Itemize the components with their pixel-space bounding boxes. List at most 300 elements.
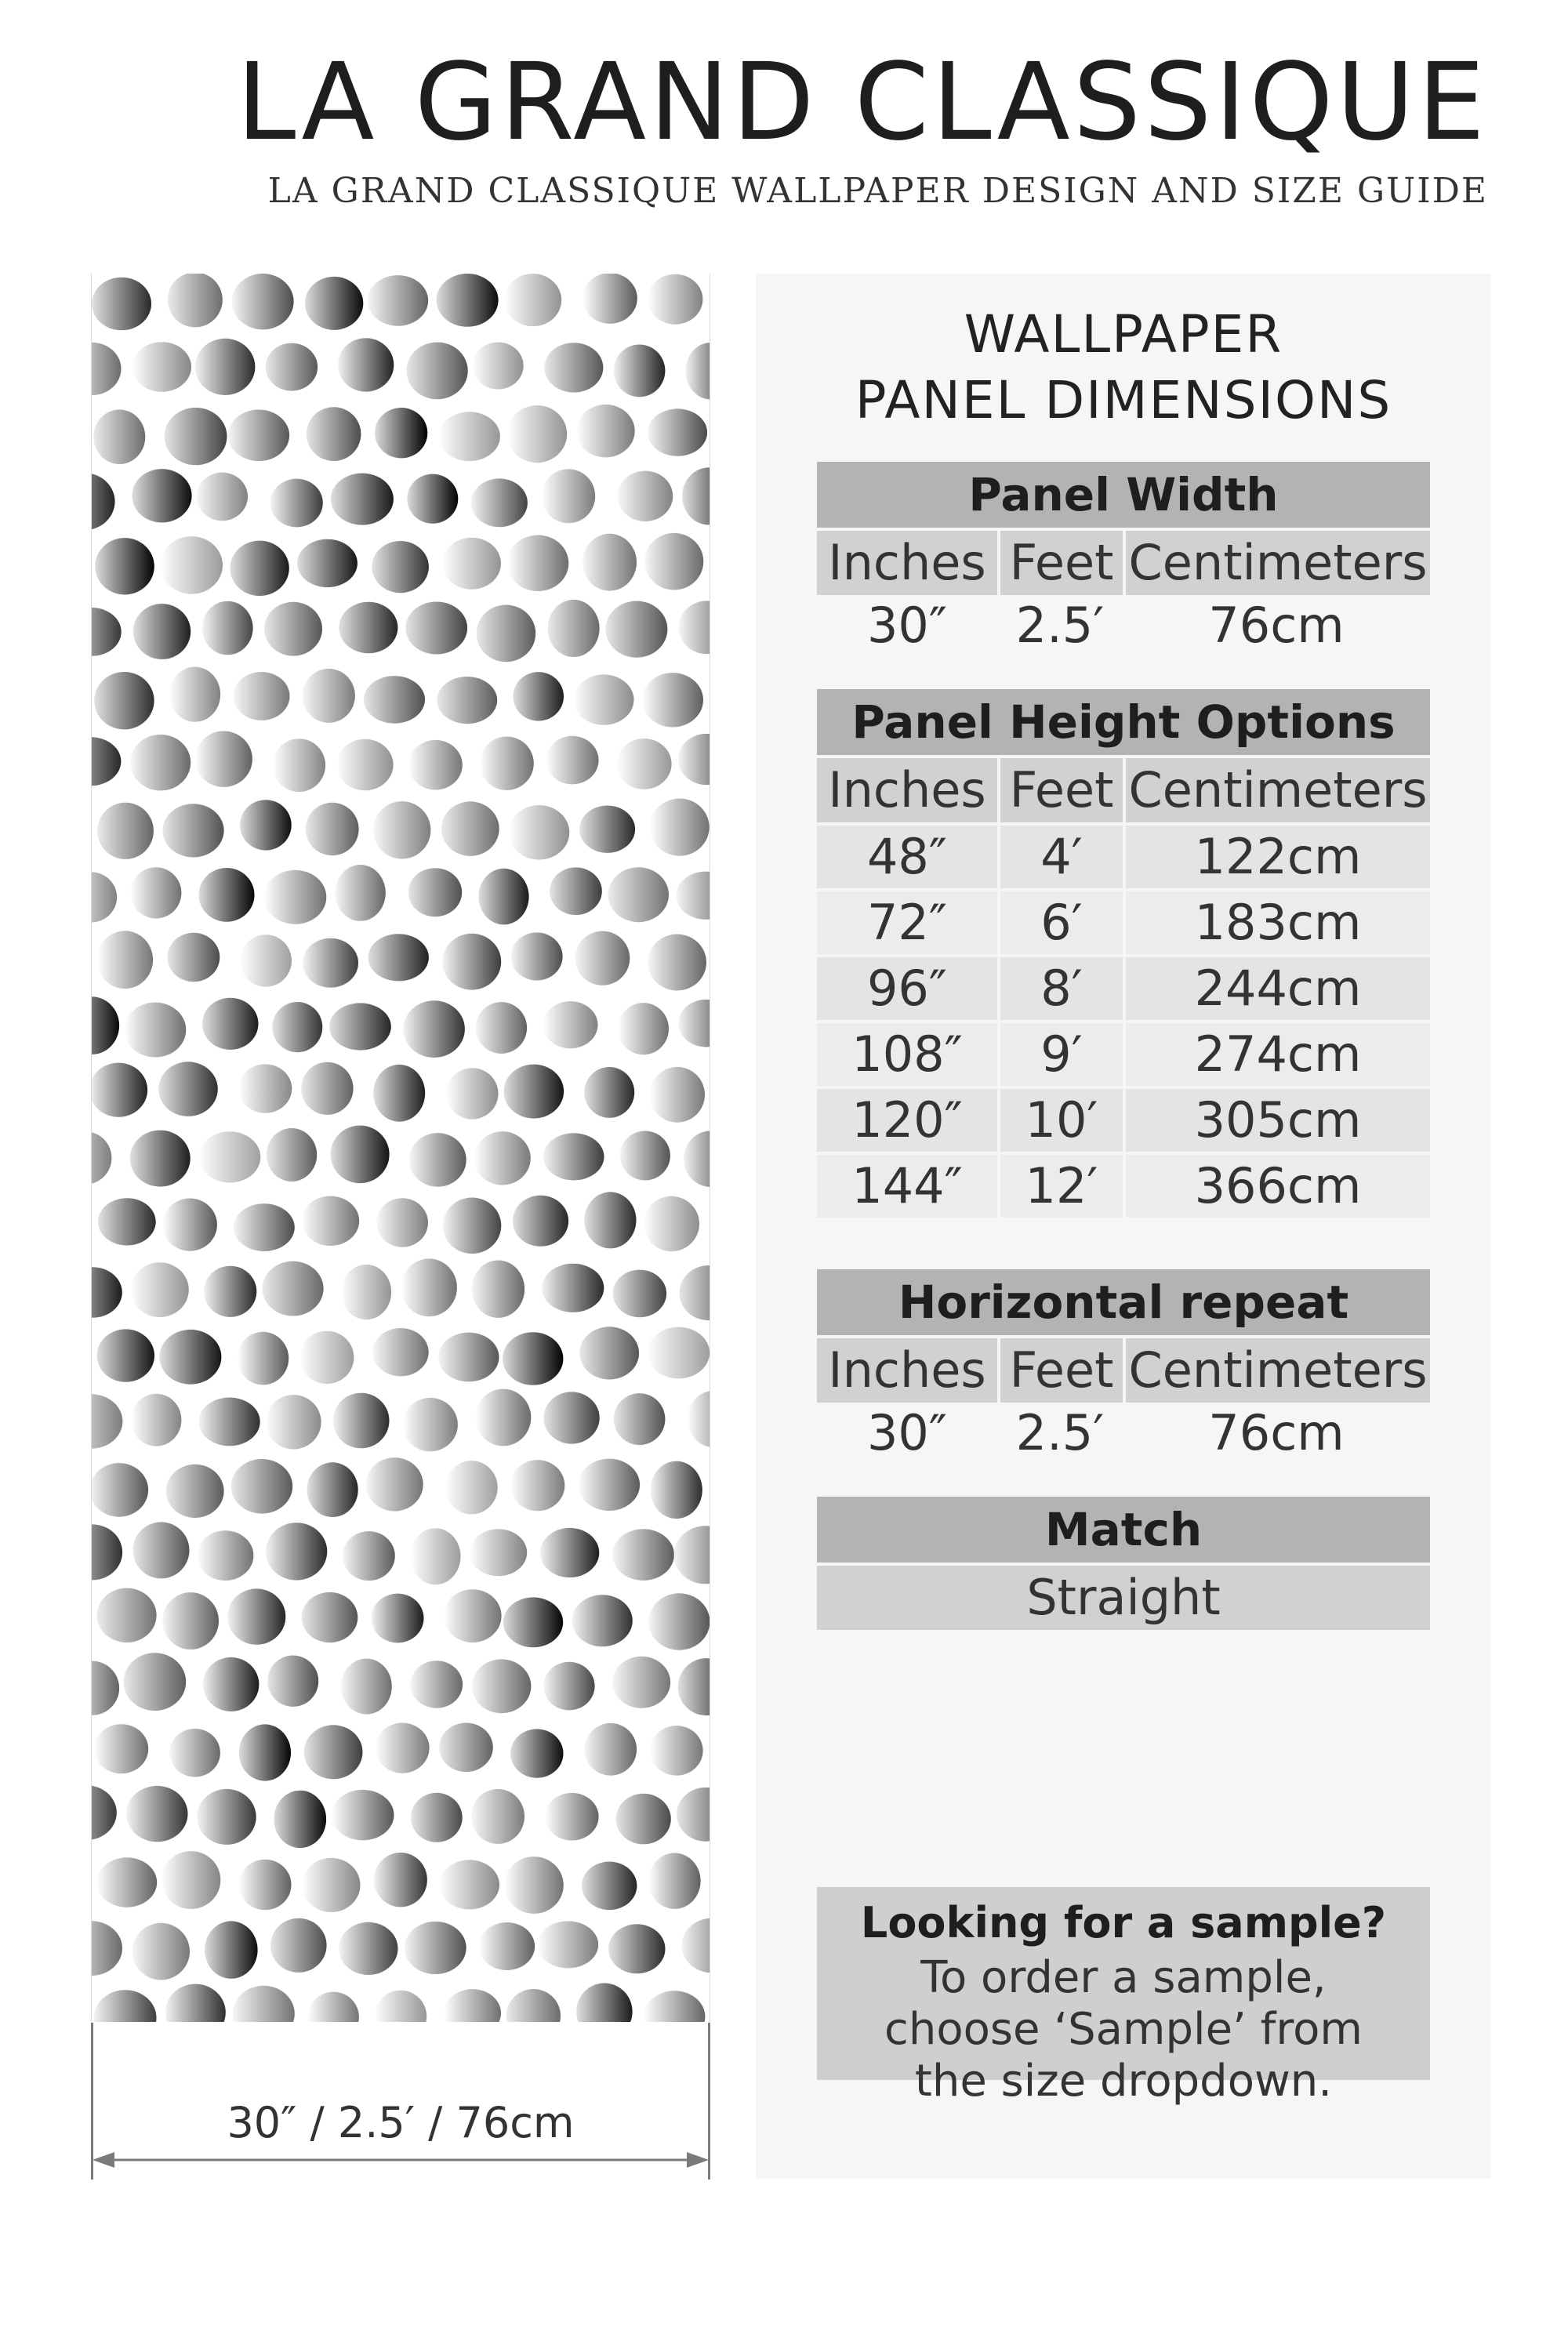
value-inches: 120″ [817, 1089, 997, 1152]
pattern-dot [205, 1921, 258, 1978]
pattern-dot [503, 1332, 563, 1385]
dot-pattern-graphic [92, 274, 710, 2022]
pattern-dot [331, 1126, 390, 1184]
pattern-dot [169, 1729, 220, 1777]
pattern-dot [445, 1461, 498, 1514]
sample-info-box [817, 1887, 1430, 2107]
pattern-dot [546, 736, 598, 785]
pattern-dot [98, 1198, 156, 1245]
pattern-dot [507, 405, 567, 463]
pattern-dot [618, 1003, 669, 1054]
pattern-dot [614, 345, 666, 397]
pattern-dot [264, 602, 322, 656]
pattern-dot [199, 868, 255, 922]
measure-label: 30″ / 2.5′ / 76cm [227, 2098, 575, 2147]
pattern-dot [266, 343, 318, 391]
pattern-dot [301, 1062, 353, 1115]
height-option-row [817, 1086, 1430, 1152]
pattern-dot [234, 672, 290, 720]
pattern-dot [272, 1002, 322, 1052]
pattern-dot [410, 1528, 460, 1584]
col-feet: Feet [997, 758, 1123, 822]
value-row [817, 595, 1430, 656]
pattern-dot [92, 1394, 122, 1448]
pattern-dot [125, 1003, 187, 1058]
pattern-dot [97, 803, 154, 859]
pattern-dot [204, 1266, 256, 1317]
pattern-dot [132, 342, 191, 392]
pattern-dot [165, 1984, 226, 2022]
pattern-dot [372, 541, 429, 593]
pattern-dot [678, 1658, 710, 1715]
pattern-dot [202, 601, 253, 655]
pattern-dot [368, 275, 428, 326]
column-header-row [817, 755, 1430, 822]
pattern-dot [648, 408, 707, 456]
pattern-dot [332, 1790, 394, 1840]
pattern-dot [162, 1851, 220, 1909]
pattern-dot [583, 534, 637, 591]
section-heading: Panel Height Options [817, 689, 1430, 755]
pattern-dot [585, 1723, 637, 1776]
pattern-dot [364, 676, 425, 724]
wallpaper-pattern-preview [91, 274, 710, 2022]
pattern-dot [302, 1592, 358, 1642]
pattern-dot [92, 996, 119, 1054]
pattern-dot [131, 1394, 181, 1446]
pattern-dot [92, 1063, 147, 1117]
pattern-dot [238, 1332, 289, 1385]
pattern-dot [165, 408, 227, 465]
value-inches: 30″ [866, 597, 948, 654]
col-centimeters: Centimeters [1123, 531, 1430, 595]
pattern-dot [240, 800, 292, 850]
pattern-dot [540, 1528, 599, 1577]
pattern-dot [239, 1724, 291, 1780]
pattern-dot [132, 469, 191, 522]
pattern-dot [437, 274, 499, 327]
pattern-dot [651, 1461, 702, 1519]
height-rows [817, 822, 1430, 1218]
pattern-dot [266, 1395, 321, 1449]
pattern-dot [444, 1589, 502, 1642]
pattern-dot [674, 1526, 710, 1584]
pattern-dot [158, 1062, 218, 1116]
pattern-dot [411, 1793, 463, 1842]
pattern-dot [608, 1924, 665, 1973]
pattern-dot [162, 804, 223, 857]
pattern-dot [439, 1723, 493, 1773]
pattern-dot [126, 1786, 187, 1842]
pattern-dot [195, 339, 256, 395]
pattern-dot [648, 935, 706, 991]
col-feet: Feet [997, 531, 1123, 595]
pattern-dot [504, 274, 561, 326]
pattern-dot [92, 278, 151, 331]
panel-height-section [817, 689, 1430, 1218]
value-feet: 2.5′ [1015, 1404, 1105, 1461]
col-inches: Inches [817, 1338, 997, 1403]
pattern-dot [366, 1457, 423, 1511]
pattern-dot [195, 731, 252, 787]
pattern-dot [644, 1196, 699, 1251]
pattern-dot [308, 1992, 359, 2022]
pattern-dot [199, 1131, 261, 1182]
match-value: Straight [817, 1566, 1430, 1630]
pattern-dot [543, 1133, 604, 1180]
pattern-dot [504, 1065, 564, 1119]
section-heading: Panel Width [817, 462, 1430, 528]
pattern-dot [444, 1989, 501, 2022]
pattern-dot [230, 541, 289, 596]
pattern-dot [579, 1327, 639, 1379]
pattern-dot [405, 1922, 466, 1974]
pattern-dot [513, 1196, 568, 1247]
pattern-dot [542, 469, 595, 523]
pattern-dot [507, 535, 568, 592]
pattern-dot [479, 1922, 535, 1970]
pattern-dot [159, 1330, 221, 1385]
value-centimeters: 305cm [1123, 1089, 1430, 1152]
pattern-dot [373, 1065, 425, 1122]
pattern-dot [133, 604, 191, 659]
pattern-dot [161, 536, 223, 594]
pattern-dot [616, 1794, 671, 1845]
value-feet: 4′ [997, 826, 1123, 888]
pattern-dot [376, 1723, 430, 1773]
pattern-dot [678, 734, 710, 785]
height-option-row [817, 888, 1430, 954]
pattern-dot [336, 739, 393, 790]
pattern-dot [302, 1196, 359, 1246]
pattern-dot [506, 1989, 561, 2022]
horizontal-repeat-section [817, 1269, 1430, 1464]
pattern-dot [476, 1002, 527, 1054]
pattern-dot [545, 1793, 599, 1841]
pattern-dot [650, 1726, 702, 1776]
pattern-dot [648, 274, 702, 325]
pattern-dot [238, 1064, 292, 1112]
col-inches: Inches [817, 531, 997, 595]
pattern-dot [273, 739, 325, 792]
pattern-dot [510, 1729, 563, 1777]
pattern-dot [227, 1588, 285, 1644]
pattern-dot [331, 474, 394, 525]
pattern-dot [582, 1862, 637, 1911]
pattern-dot [302, 1858, 360, 1912]
value-inches: 144″ [817, 1155, 997, 1218]
pattern-dot [162, 1199, 217, 1251]
pattern-dot [437, 677, 497, 724]
pattern-dot [543, 1392, 599, 1443]
pattern-dot [372, 1594, 424, 1643]
value-row [817, 1403, 1430, 1464]
pattern-dot [584, 1067, 634, 1118]
pattern-dot [411, 1661, 463, 1708]
pattern-dot [168, 933, 220, 982]
pattern-dot [97, 1588, 157, 1642]
pattern-dot [130, 735, 191, 791]
pattern-dot [477, 605, 536, 662]
pattern-dot [403, 1000, 465, 1058]
pattern-dot [228, 410, 289, 462]
pattern-dot [97, 1329, 154, 1381]
pattern-dot [579, 806, 635, 853]
pattern-dot [614, 1393, 666, 1445]
pattern-dot [678, 1000, 710, 1047]
pattern-dot [438, 412, 500, 461]
pattern-dot [168, 274, 223, 327]
pattern-dot [572, 1595, 633, 1646]
pattern-dot [234, 1203, 295, 1251]
pattern-dot [266, 1523, 327, 1580]
pattern-dot [305, 277, 363, 330]
pattern-dot [197, 1530, 253, 1581]
pattern-dot [684, 1131, 710, 1187]
pattern-dot [401, 1258, 457, 1316]
value-inches: 48″ [817, 826, 997, 888]
pattern-dot [438, 1333, 499, 1382]
column-header-row [817, 1335, 1430, 1403]
pattern-dot [682, 467, 710, 524]
pattern-dot [548, 600, 600, 657]
height-option-row [817, 1152, 1430, 1218]
value-centimeters: 76cm [1208, 1404, 1345, 1461]
pattern-dot [405, 602, 467, 655]
pattern-dot [504, 1857, 563, 1914]
col-inches: Inches [817, 758, 997, 822]
pattern-dot [94, 1990, 157, 2022]
pattern-dot [620, 1131, 670, 1181]
pattern-dot [166, 1465, 224, 1518]
pattern-dot [133, 1522, 190, 1578]
pattern-dot [131, 1262, 189, 1317]
pattern-dot [335, 865, 385, 921]
pattern-dot [677, 1788, 710, 1842]
pattern-dot [92, 1463, 148, 1517]
pattern-dot [408, 868, 462, 916]
pattern-dot [299, 1331, 354, 1384]
pattern-dot [650, 1067, 705, 1123]
col-centimeters: Centimeters [1123, 758, 1430, 822]
pattern-dot [267, 1128, 317, 1181]
pattern-dot [510, 1460, 564, 1511]
value-centimeters: 122cm [1123, 826, 1430, 888]
pattern-dot [92, 1785, 117, 1840]
value-inches: 108″ [817, 1023, 997, 1086]
sample-instructions: To order a sample, choose ‘Sample’ from the size dropdown. [884, 1952, 1363, 2107]
pattern-dot [644, 533, 703, 590]
pattern-dot [368, 934, 429, 981]
pattern-dot [130, 867, 181, 918]
pattern-dot [509, 805, 570, 860]
pattern-dot [441, 801, 499, 856]
pattern-dot [576, 1984, 632, 2023]
pattern-dot [307, 1462, 358, 1517]
pattern-dot [94, 1724, 148, 1773]
pattern-dot [544, 343, 603, 392]
pattern-dot [648, 1853, 700, 1909]
pattern-dot [197, 1789, 256, 1845]
pattern-dot [584, 1192, 636, 1248]
value-feet: 8′ [997, 957, 1123, 1020]
pattern-dot [97, 931, 153, 989]
value-centimeters: 244cm [1123, 957, 1430, 1020]
pattern-dot [681, 1918, 710, 1973]
double-arrow-icon [91, 2148, 710, 2172]
pattern-dot [542, 1264, 604, 1312]
pattern-dot [338, 338, 394, 391]
pattern-dot [688, 1391, 710, 1447]
pattern-dot [270, 1918, 327, 1973]
pattern-dot [94, 672, 154, 729]
card-title: WALLPAPER PANEL DIMENSIONS [855, 304, 1392, 430]
pattern-dot [303, 938, 358, 988]
pattern-dot [537, 1921, 598, 1968]
value-inches: 30″ [866, 1404, 948, 1461]
pattern-dot [470, 1529, 527, 1576]
pattern-dot [439, 1860, 499, 1909]
pattern-dot [408, 740, 463, 790]
pattern-dot [304, 1725, 363, 1779]
dimensions-card [756, 274, 1491, 2179]
pattern-dot [92, 343, 122, 395]
pattern-dot [446, 1068, 498, 1119]
pattern-dot [376, 1198, 428, 1247]
pattern-dot [644, 1991, 705, 2022]
pattern-dot [648, 1593, 710, 1650]
pattern-dot [297, 539, 358, 587]
pattern-dot [618, 471, 673, 521]
pattern-dot [303, 669, 355, 723]
pattern-dot [443, 1198, 502, 1254]
page-subtitle: LA GRAND CLASSIQUE WALLPAPER DESIGN AND SIZE GUIDE [267, 171, 1488, 211]
pattern-dot [333, 1393, 390, 1449]
match-section [817, 1497, 1430, 1630]
value-centimeters: 76cm [1208, 597, 1345, 654]
pattern-dot [543, 1001, 597, 1048]
pattern-dot [685, 343, 710, 400]
height-option-row [817, 822, 1430, 888]
pattern-dot [374, 1853, 427, 1907]
pattern-dot [124, 1653, 187, 1711]
value-centimeters: 183cm [1123, 891, 1430, 954]
pattern-dot [403, 1398, 458, 1451]
brand-title: LA GRAND CLASSIQUE [236, 41, 1488, 165]
pattern-dot [442, 934, 501, 990]
value-feet: 9′ [997, 1023, 1123, 1086]
pattern-dot [96, 1857, 157, 1907]
pattern-dot [92, 473, 115, 530]
pattern-dot [583, 274, 637, 324]
pattern-dot [442, 538, 501, 590]
pattern-dot [471, 478, 528, 527]
pattern-dot [95, 538, 154, 594]
pattern-dot [169, 667, 220, 722]
pattern-dot [650, 799, 710, 856]
pattern-dot [339, 602, 397, 654]
value-inches: 72″ [817, 891, 997, 954]
pattern-dot [92, 1524, 122, 1580]
section-heading: Match [817, 1497, 1430, 1563]
width-measure [91, 2023, 710, 2180]
pattern-dot [513, 672, 564, 720]
pattern-dot [608, 867, 669, 922]
pattern-dot [511, 932, 563, 980]
sample-question: Looking for a sample? [860, 1898, 1387, 1947]
pattern-dot [263, 1261, 324, 1316]
pattern-dot [648, 1327, 710, 1379]
pattern-dot [343, 1531, 395, 1581]
pattern-dot [679, 601, 710, 654]
value-feet: 12′ [997, 1155, 1123, 1218]
pattern-dot [473, 343, 524, 390]
pattern-dot [92, 1267, 122, 1318]
pattern-dot [676, 872, 710, 920]
pattern-dot [472, 1261, 524, 1318]
pattern-dot [409, 1133, 466, 1187]
pattern-dot [341, 1659, 392, 1715]
pattern-dot [231, 1459, 292, 1514]
pattern-dot [579, 1459, 641, 1511]
pattern-dot [575, 931, 630, 985]
pattern-dot [267, 1656, 318, 1707]
pattern-dot [203, 1657, 260, 1711]
pattern-dot [233, 1986, 295, 2022]
pattern-dot [373, 801, 430, 858]
column-header-row [817, 528, 1430, 595]
value-feet: 6′ [997, 891, 1123, 954]
pattern-dot [92, 1661, 119, 1715]
pattern-dot [550, 867, 602, 915]
pattern-dot [92, 1921, 122, 1976]
pattern-dot [270, 479, 323, 528]
pattern-dot [574, 674, 634, 724]
pattern-dot [375, 1991, 427, 2022]
pattern-dot [132, 1923, 190, 1980]
pattern-dot [202, 998, 259, 1050]
value-feet: 2.5′ [1015, 597, 1105, 654]
pattern-dot [372, 1328, 428, 1376]
pattern-dot [375, 408, 427, 458]
pattern-dot [616, 739, 671, 789]
pattern-dot [612, 1657, 670, 1708]
panel-width-section [817, 462, 1430, 656]
pattern-dot [480, 737, 534, 790]
pattern-dot [471, 1789, 524, 1844]
pattern-dot [264, 870, 327, 924]
pattern-dot [474, 1131, 531, 1185]
pattern-dot [605, 601, 667, 658]
value-feet: 10′ [997, 1089, 1123, 1152]
pattern-dot [576, 405, 635, 457]
pattern-dot [642, 673, 703, 727]
pattern-dot [543, 1662, 594, 1711]
col-centimeters: Centimeters [1123, 1338, 1430, 1403]
pattern-dot [472, 1659, 532, 1713]
height-option-row [817, 954, 1430, 1020]
pattern-dot [92, 737, 121, 786]
height-option-row [817, 1020, 1430, 1086]
pattern-dot [475, 1389, 531, 1446]
section-heading: Horizontal repeat [817, 1269, 1430, 1335]
pattern-dot [407, 343, 468, 400]
col-feet: Feet [997, 1338, 1123, 1403]
pattern-dot [93, 409, 145, 464]
pattern-dot [130, 1131, 191, 1187]
pattern-dot [92, 872, 117, 922]
pattern-dot [329, 1003, 391, 1050]
